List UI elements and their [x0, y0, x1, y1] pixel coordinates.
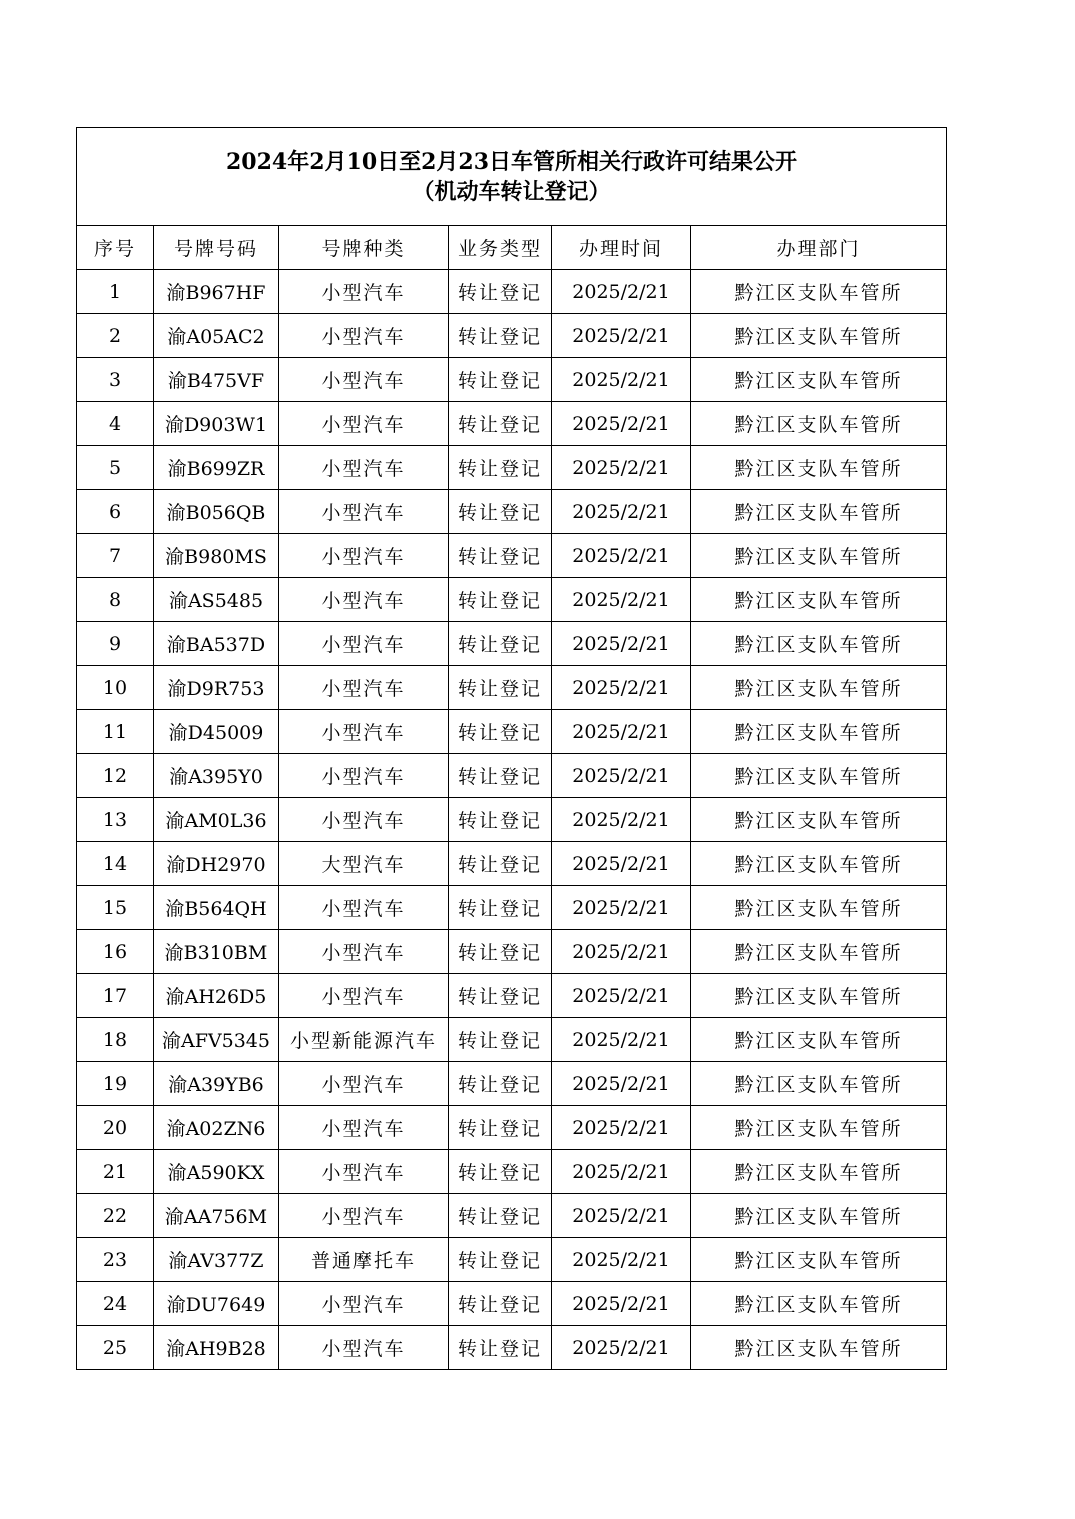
plate-type-cell: 小型汽车: [279, 446, 449, 490]
plate-number-cell: 渝D903W1: [154, 402, 279, 446]
business-type-cell: 转让登记: [449, 930, 552, 974]
business-type-cell: 转让登记: [449, 622, 552, 666]
table-row: [77, 534, 947, 578]
plate-type-cell: 小型汽车: [279, 1106, 449, 1150]
plate-number-cell: 渝B475VF: [154, 358, 279, 402]
plate-type-cell: 小型汽车: [279, 1326, 449, 1370]
index-cell: 17: [77, 974, 154, 1018]
date-cell: 2025/2/21: [552, 402, 691, 446]
title-subtitle: （机动车转让登记）: [412, 178, 611, 205]
department-cell: 黔江区支队车管所: [691, 1018, 947, 1062]
date-cell: 2025/2/21: [552, 578, 691, 622]
table-row: [77, 314, 947, 358]
plate-type-cell: 小型汽车: [279, 402, 449, 446]
title-main: 2024年2月10日至2月23日车管所相关行政许可结果公开: [225, 148, 798, 175]
index-cell: 21: [77, 1150, 154, 1194]
date-cell: 2025/2/21: [552, 314, 691, 358]
index-cell: 5: [77, 446, 154, 490]
plate-type-cell: 小型汽车: [279, 710, 449, 754]
header-row: [77, 226, 947, 270]
column-header-department: 办理部门: [691, 226, 947, 270]
plate-type-cell: 小型汽车: [279, 930, 449, 974]
table-body: [77, 270, 947, 1370]
column-header-index: 序号: [77, 226, 154, 270]
table-row: [77, 490, 947, 534]
index-cell: 1: [77, 270, 154, 314]
department-cell: 黔江区支队车管所: [691, 886, 947, 930]
business-type-cell: 转让登记: [449, 1326, 552, 1370]
business-type-cell: 转让登记: [449, 314, 552, 358]
plate-type-cell: 小型汽车: [279, 270, 449, 314]
index-cell: 12: [77, 754, 154, 798]
date-cell: 2025/2/21: [552, 358, 691, 402]
business-type-cell: 转让登记: [449, 1062, 552, 1106]
business-type-cell: 转让登记: [449, 710, 552, 754]
date-cell: 2025/2/21: [552, 534, 691, 578]
plate-type-cell: 小型汽车: [279, 798, 449, 842]
table-row: [77, 1062, 947, 1106]
index-cell: 7: [77, 534, 154, 578]
department-cell: 黔江区支队车管所: [691, 534, 947, 578]
index-cell: 16: [77, 930, 154, 974]
index-cell: 25: [77, 1326, 154, 1370]
plate-number-cell: 渝AV377Z: [154, 1238, 279, 1282]
department-cell: 黔江区支队车管所: [691, 798, 947, 842]
plate-number-cell: 渝AFV5345: [154, 1018, 279, 1062]
plate-type-cell: 小型汽车: [279, 886, 449, 930]
business-type-cell: 转让登记: [449, 1150, 552, 1194]
column-header-plate-type: 号牌种类: [279, 226, 449, 270]
plate-number-cell: 渝A05AC2: [154, 314, 279, 358]
date-cell: 2025/2/21: [552, 710, 691, 754]
column-header-processing-date: 办理时间: [552, 226, 691, 270]
table-row: [77, 930, 947, 974]
index-cell: 14: [77, 842, 154, 886]
department-cell: 黔江区支队车管所: [691, 930, 947, 974]
table-row: [77, 1282, 947, 1326]
business-type-cell: 转让登记: [449, 842, 552, 886]
plate-number-cell: 渝A395Y0: [154, 754, 279, 798]
department-cell: 黔江区支队车管所: [691, 1326, 947, 1370]
plate-type-cell: 小型汽车: [279, 622, 449, 666]
department-cell: 黔江区支队车管所: [691, 1194, 947, 1238]
table-row: [77, 1018, 947, 1062]
plate-type-cell: 小型汽车: [279, 1194, 449, 1238]
table-row: [77, 1238, 947, 1282]
plate-number-cell: 渝D9R753: [154, 666, 279, 710]
plate-number-cell: 渝B980MS: [154, 534, 279, 578]
table-row: [77, 358, 947, 402]
business-type-cell: 转让登记: [449, 578, 552, 622]
plate-type-cell: 小型汽车: [279, 974, 449, 1018]
index-cell: 20: [77, 1106, 154, 1150]
department-cell: 黔江区支队车管所: [691, 402, 947, 446]
table-row: [77, 1194, 947, 1238]
table-row: [77, 1106, 947, 1150]
index-cell: 15: [77, 886, 154, 930]
plate-number-cell: 渝AH9B28: [154, 1326, 279, 1370]
table-row: [77, 270, 947, 314]
business-type-cell: 转让登记: [449, 886, 552, 930]
registration-table: [76, 127, 947, 1370]
plate-number-cell: 渝A02ZN6: [154, 1106, 279, 1150]
table-row: [77, 886, 947, 930]
plate-type-cell: 小型汽车: [279, 578, 449, 622]
department-cell: 黔江区支队车管所: [691, 358, 947, 402]
table-row: [77, 622, 947, 666]
department-cell: 黔江区支队车管所: [691, 1106, 947, 1150]
plate-number-cell: 渝A39YB6: [154, 1062, 279, 1106]
business-type-cell: 转让登记: [449, 1194, 552, 1238]
date-cell: 2025/2/21: [552, 1282, 691, 1326]
department-cell: 黔江区支队车管所: [691, 842, 947, 886]
plate-number-cell: 渝A590KX: [154, 1150, 279, 1194]
table-row: [77, 798, 947, 842]
date-cell: 2025/2/21: [552, 754, 691, 798]
business-type-cell: 转让登记: [449, 754, 552, 798]
plate-number-cell: 渝B564QH: [154, 886, 279, 930]
department-cell: 黔江区支队车管所: [691, 1150, 947, 1194]
date-cell: 2025/2/21: [552, 1238, 691, 1282]
business-type-cell: 转让登记: [449, 666, 552, 710]
index-cell: 23: [77, 1238, 154, 1282]
date-cell: 2025/2/21: [552, 930, 691, 974]
plate-type-cell: 小型汽车: [279, 666, 449, 710]
table-row: [77, 1326, 947, 1370]
date-cell: 2025/2/21: [552, 842, 691, 886]
business-type-cell: 转让登记: [449, 798, 552, 842]
column-header-business-type: 业务类型: [449, 226, 552, 270]
table-row: [77, 1150, 947, 1194]
plate-type-cell: 大型汽车: [279, 842, 449, 886]
index-cell: 9: [77, 622, 154, 666]
date-cell: 2025/2/21: [552, 446, 691, 490]
table-row: [77, 402, 947, 446]
plate-number-cell: 渝AM0L36: [154, 798, 279, 842]
index-cell: 11: [77, 710, 154, 754]
department-cell: 黔江区支队车管所: [691, 754, 947, 798]
plate-number-cell: 渝B699ZR: [154, 446, 279, 490]
business-type-cell: 转让登记: [449, 534, 552, 578]
date-cell: 2025/2/21: [552, 1018, 691, 1062]
index-cell: 22: [77, 1194, 154, 1238]
date-cell: 2025/2/21: [552, 1194, 691, 1238]
table-row: [77, 666, 947, 710]
plate-type-cell: 普通摩托车: [279, 1238, 449, 1282]
plate-type-cell: 小型汽车: [279, 1150, 449, 1194]
plate-type-cell: 小型汽车: [279, 490, 449, 534]
department-cell: 黔江区支队车管所: [691, 490, 947, 534]
department-cell: 黔江区支队车管所: [691, 1282, 947, 1326]
index-cell: 6: [77, 490, 154, 534]
plate-number-cell: 渝AA756M: [154, 1194, 279, 1238]
index-cell: 13: [77, 798, 154, 842]
index-cell: 8: [77, 578, 154, 622]
date-cell: 2025/2/21: [552, 1326, 691, 1370]
department-cell: 黔江区支队车管所: [691, 710, 947, 754]
plate-number-cell: 渝B310BM: [154, 930, 279, 974]
index-cell: 18: [77, 1018, 154, 1062]
date-cell: 2025/2/21: [552, 1150, 691, 1194]
date-cell: 2025/2/21: [552, 974, 691, 1018]
plate-type-cell: 小型汽车: [279, 314, 449, 358]
table-row: [77, 710, 947, 754]
plate-number-cell: 渝BA537D: [154, 622, 279, 666]
department-cell: 黔江区支队车管所: [691, 1062, 947, 1106]
date-cell: 2025/2/21: [552, 666, 691, 710]
plate-number-cell: 渝AH26D5: [154, 974, 279, 1018]
table-row: [77, 974, 947, 1018]
table-row: [77, 578, 947, 622]
department-cell: 黔江区支队车管所: [691, 974, 947, 1018]
table-row: [77, 754, 947, 798]
plate-type-cell: 小型汽车: [279, 1062, 449, 1106]
business-type-cell: 转让登记: [449, 402, 552, 446]
business-type-cell: 转让登记: [449, 446, 552, 490]
business-type-cell: 转让登记: [449, 1018, 552, 1062]
business-type-cell: 转让登记: [449, 490, 552, 534]
department-cell: 黔江区支队车管所: [691, 1238, 947, 1282]
plate-number-cell: 渝B967HF: [154, 270, 279, 314]
department-cell: 黔江区支队车管所: [691, 622, 947, 666]
business-type-cell: 转让登记: [449, 358, 552, 402]
business-type-cell: 转让登记: [449, 1238, 552, 1282]
plate-type-cell: 小型汽车: [279, 1282, 449, 1326]
table-row: [77, 842, 947, 886]
date-cell: 2025/2/21: [552, 886, 691, 930]
table-row: [77, 446, 947, 490]
date-cell: 2025/2/21: [552, 1062, 691, 1106]
index-cell: 3: [77, 358, 154, 402]
department-cell: 黔江区支队车管所: [691, 666, 947, 710]
index-cell: 24: [77, 1282, 154, 1326]
department-cell: 黔江区支队车管所: [691, 314, 947, 358]
date-cell: 2025/2/21: [552, 798, 691, 842]
date-cell: 2025/2/21: [552, 490, 691, 534]
table-title: [77, 128, 947, 226]
business-type-cell: 转让登记: [449, 974, 552, 1018]
column-header-plate-number: 号牌号码: [154, 226, 279, 270]
business-type-cell: 转让登记: [449, 1282, 552, 1326]
index-cell: 10: [77, 666, 154, 710]
plate-type-cell: 小型汽车: [279, 358, 449, 402]
date-cell: 2025/2/21: [552, 622, 691, 666]
index-cell: 2: [77, 314, 154, 358]
plate-number-cell: 渝DH2970: [154, 842, 279, 886]
plate-number-cell: 渝B056QB: [154, 490, 279, 534]
plate-type-cell: 小型汽车: [279, 534, 449, 578]
plate-type-cell: 小型汽车: [279, 754, 449, 798]
plate-number-cell: 渝AS5485: [154, 578, 279, 622]
business-type-cell: 转让登记: [449, 1106, 552, 1150]
department-cell: 黔江区支队车管所: [691, 270, 947, 314]
index-cell: 19: [77, 1062, 154, 1106]
business-type-cell: 转让登记: [449, 270, 552, 314]
date-cell: 2025/2/21: [552, 270, 691, 314]
plate-number-cell: 渝DU7649: [154, 1282, 279, 1326]
department-cell: 黔江区支队车管所: [691, 578, 947, 622]
index-cell: 4: [77, 402, 154, 446]
department-cell: 黔江区支队车管所: [691, 446, 947, 490]
plate-number-cell: 渝D45009: [154, 710, 279, 754]
date-cell: 2025/2/21: [552, 1106, 691, 1150]
plate-type-cell: 小型新能源汽车: [279, 1018, 449, 1062]
